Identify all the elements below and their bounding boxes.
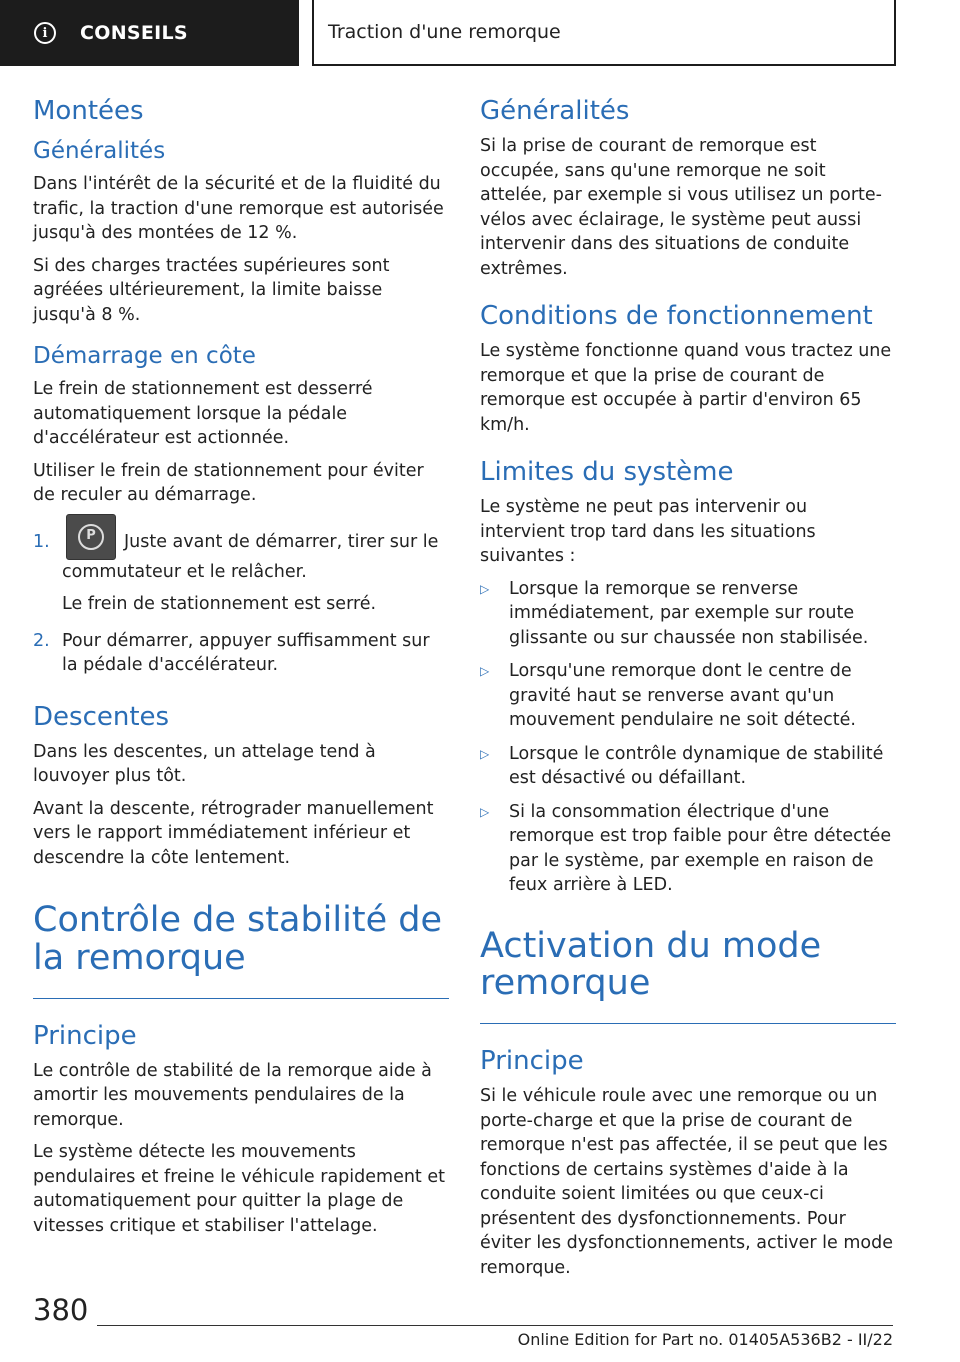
list-item: ▷ Lorsque le contrôle dynamique de stabilité est désactivé ou défaillant. bbox=[480, 742, 896, 791]
step-note: Le frein de stationnement est serré. bbox=[62, 594, 377, 614]
parking-brake-icon: P bbox=[66, 514, 116, 560]
footer-rule bbox=[97, 1325, 893, 1326]
list-item: ▷ Lorsqu'une remorque dont le centre de gravité haut se renverse avant qu'un mouvement pendulaire ne soit détecté. bbox=[480, 659, 896, 733]
step-text: Pour démarrer, appuyer suffisamment sur la pédale d'accélérateur. bbox=[62, 630, 430, 675]
heading-controle-stabilite: Contrôle de stabilité de la remorque bbox=[33, 900, 442, 978]
chapter-title-box bbox=[312, 0, 896, 66]
paragraph: Le système ne peut pas intervenir ou intervient trop tard dans les situations suivantes : bbox=[480, 497, 816, 566]
heading-conditions: Conditions de fonctionnement bbox=[480, 301, 873, 331]
step-text: Juste avant de démarrer, tirer sur le commutateur et le relâcher. bbox=[62, 531, 439, 582]
chapter-title: Traction d'une remorque bbox=[328, 21, 561, 43]
heading-principe: Principe bbox=[480, 1046, 584, 1077]
step-number: 1. bbox=[33, 531, 50, 552]
heading-activation-mode: Activation du mode remorque bbox=[480, 925, 822, 1004]
triangle-bullet-icon: ▷ bbox=[480, 746, 490, 761]
paragraph: Si des charges tractées supérieures sont agréées ultérieurement, la limite baisse jusqu'à 8 %. bbox=[33, 255, 390, 325]
heading-principe: Principe bbox=[33, 1020, 137, 1051]
heading-rule bbox=[33, 998, 449, 999]
right-column bbox=[480, 96, 896, 1288]
step-number: 2. bbox=[33, 630, 50, 651]
heading-demarrage: Démarrage en côte bbox=[33, 343, 256, 369]
paragraph: Avant la descente, rétrograder manuellement vers le rapport immédiatement inférieur et descendre la côte lentement. bbox=[33, 798, 434, 868]
page-number: 380 bbox=[33, 1293, 89, 1327]
triangle-bullet-icon: ▷ bbox=[480, 581, 490, 596]
paragraph: Le frein de stationnement est desserré automatiquement lorsque la pédale d'accélérateur est actionnée. bbox=[33, 379, 373, 448]
heading-descentes: Descentes bbox=[33, 701, 170, 732]
paragraph: Dans les descentes, un attelage tend à louvoyer plus tôt. bbox=[33, 741, 376, 786]
paragraph: Si la prise de courant de remorque est occupée, sans qu'une remorque ne soit attelée, par exemple si vous utilisez un porte-vélos avec éclairage, le système peut aussi intervenir dans des situations de conduite extrêmes. bbox=[480, 136, 882, 279]
list-item: ▷ Lorsque la remorque se renverse immédiatement, par exemple sur route glissante ou sur chaussée non stabilisée. bbox=[480, 577, 896, 651]
paragraph: Dans l'intérêt de la sécurité et de la fluidité du trafic, la traction d'une remorque est autorisée jusqu'à des montées de 12 %. bbox=[33, 174, 444, 243]
heading-limites: Limites du système bbox=[480, 457, 734, 487]
limits-list bbox=[480, 577, 896, 898]
paragraph: Le contrôle de stabilité de la remorque aide à amortir les mouvements pendulaires de la remorque. bbox=[33, 1060, 432, 1130]
edition-text: Online Edition for Part no. 01405A536B2 - II/22 bbox=[517, 1330, 893, 1349]
paragraph: Si le véhicule roule avec une remorque ou un porte-charge et que la prise de courant de remorque n'est pas affectée, il se peut que les fonctions de certains systèmes d'aide à la conduite soient limitées ou que ceux-ci présentent des dysfonctionnements. Pour éviter les dysfonctionnements, activer le mode remorque. bbox=[480, 1086, 894, 1278]
heading-generalites: Généralités bbox=[480, 96, 630, 126]
list-item: ▷ Si la consommation électrique d'une remorque est trop faible pour être détectée par le système, par exemple en raison de feux arrière à LED. bbox=[480, 800, 896, 898]
paragraph: Utiliser le frein de stationnement pour éviter de reculer au démarrage. bbox=[33, 460, 424, 505]
paragraph: Le système fonctionne quand vous tractez une remorque et que la prise de courant de remorque est occupée à partir d'environ 65 km/h. bbox=[480, 341, 892, 435]
triangle-bullet-icon: ▷ bbox=[480, 664, 490, 678]
step-1 bbox=[33, 530, 449, 585]
heading-generalites: Généralités bbox=[33, 138, 166, 164]
left-column bbox=[33, 96, 449, 1246]
paragraph: Le système détecte les mouvements pendulaires et freine le véhicule rapidement et automatiquement pour quitter la plage de vitesses critique et stabiliser l'attelage. bbox=[33, 1142, 445, 1236]
info-icon: i bbox=[34, 22, 56, 44]
section-label: CONSEILS bbox=[80, 22, 188, 44]
heading-montees: Montées bbox=[33, 96, 144, 126]
triangle-bullet-icon: ▷ bbox=[480, 804, 490, 819]
page-header bbox=[0, 0, 960, 66]
section-tab bbox=[0, 0, 299, 66]
heading-rule bbox=[480, 1023, 896, 1024]
step-2 bbox=[33, 629, 449, 678]
